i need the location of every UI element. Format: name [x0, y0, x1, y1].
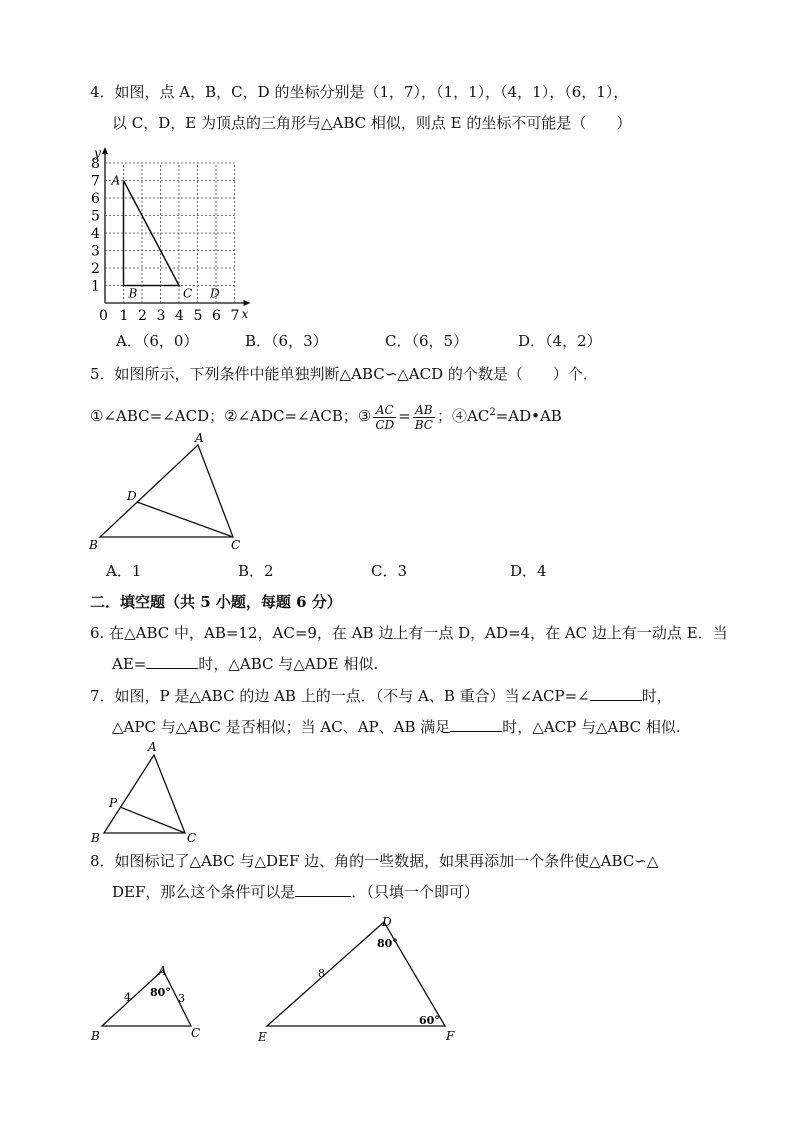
- y-tick-label: 7: [91, 173, 100, 190]
- q5-cond-b: ；④AC: [437, 407, 490, 425]
- q7-label-b: B: [91, 831, 100, 845]
- q5-frac2-den: BC: [414, 417, 433, 432]
- q8-big-label-f: F: [446, 1029, 455, 1043]
- q6-line2-tail: 时，△ABC 与△ADE 相似.: [198, 655, 379, 673]
- q7-label-a: A: [148, 740, 157, 754]
- q5-cond-b-post: =AD•AB: [495, 407, 562, 425]
- q8-small-angle-a: 80°: [150, 986, 171, 999]
- y-tick-label: 2: [91, 261, 100, 277]
- q8-big-angle-f: 60°: [419, 1014, 440, 1027]
- q7-line1-tail: 时，: [641, 687, 672, 705]
- x-tick-label: 1: [119, 308, 129, 324]
- q7-label-p: P: [109, 796, 118, 810]
- q5-label-b: B: [89, 538, 98, 552]
- q7-line2-tail: 时，△ACP 与△ABC 相似.: [502, 718, 681, 736]
- x-tick-label: 5: [193, 308, 203, 324]
- point-label-d: D: [210, 286, 220, 301]
- q5-label-a: A: [195, 431, 204, 445]
- q5-frac-equals: =: [398, 407, 411, 425]
- q8-big-triangle: [267, 922, 445, 1026]
- q8-line2-text: DEF，那么这个条件可以是: [112, 883, 296, 901]
- q5-option-d: D．4: [510, 562, 547, 580]
- q8-big-side-de: 8: [318, 967, 325, 980]
- q8-big-label-e: E: [258, 1030, 267, 1044]
- q5-label-d: D: [127, 489, 137, 503]
- q5-cond-b-sup: 2: [489, 407, 496, 418]
- q8-big-angle-d: 80°: [377, 937, 398, 950]
- q5-line1: 5．如图所示，下列条件中能单独判断△ABC∽△ACD 的个数是（ ）个．: [90, 365, 598, 383]
- q8-small-label-c: C: [191, 1026, 201, 1040]
- q4-line1: 4．如图，点 A，B，C，D 的坐标分别是（1，7），（1，1），（4，1），（6，1），: [90, 83, 629, 101]
- x-tick-label: 4: [175, 308, 184, 324]
- x-tick-label: 0: [99, 308, 108, 324]
- q5-frac2-num: AB: [413, 403, 435, 418]
- q8-small-side-ac: 3: [178, 992, 185, 1005]
- q8-small-label-a: A: [158, 964, 167, 978]
- q5-option-a: A．1: [106, 562, 142, 580]
- q8-small-label-b: B: [91, 1029, 100, 1043]
- x-tick-label: 3: [156, 308, 166, 324]
- q5-frac1-den: CD: [375, 417, 395, 432]
- point-label-a: A: [111, 173, 121, 188]
- q4-option-b: B．（6，3）: [245, 332, 328, 350]
- q5-cond-a: ①∠ABC=∠ACD；②∠ADC=∠ACB；③: [90, 407, 372, 425]
- x-tick-label: 7: [230, 308, 240, 324]
- y-tick-label: 6: [91, 191, 100, 207]
- y-tick-label: 1: [91, 278, 100, 295]
- q5-option-b: B．2: [238, 562, 274, 580]
- y-axis-label: y: [94, 146, 101, 160]
- q4-option-d: D．（4，2）: [518, 332, 602, 350]
- point-label-c: C: [183, 286, 193, 301]
- y-tick-label: 5: [91, 208, 100, 225]
- y-tick-label: 4: [91, 226, 100, 242]
- q8-line2-tail: ．（只填一个即可）: [351, 883, 479, 901]
- q5-frac1-num: AC: [373, 403, 396, 418]
- section-title: 二．填空题（共 5 小题，每题 6 分）: [90, 593, 342, 611]
- q7-line1-text: 7．如图，P 是△ABC 的边 AB 上的一点．（不与 A、B 重合）当∠ACP=∠: [90, 687, 590, 705]
- x-axis-label: x: [241, 307, 249, 321]
- q4-option-a: A．（6，0）: [116, 332, 199, 350]
- q5-option-c: C．3: [371, 562, 408, 580]
- y-tick-label: 3: [91, 243, 100, 260]
- q8-small-side-ab: 4: [124, 991, 131, 1004]
- y-tick-label: 8: [91, 156, 100, 172]
- x-tick-label: 2: [138, 308, 147, 324]
- q8-big-label-d: D: [382, 915, 392, 929]
- q6-ae-label: AE=: [112, 655, 147, 673]
- x-tick-label: 6: [212, 308, 221, 324]
- q4-line2: 以 C，D，E 为顶点的三角形与△ABC 相似，则点 E 的坐标不可能是（ ）: [112, 114, 632, 132]
- q5-label-c: C: [231, 538, 241, 552]
- q4-option-c: C．（6，5）: [385, 332, 469, 350]
- q7-label-c: C: [187, 831, 197, 845]
- q7-line2-text: △APC 与△ABC 是否相似；当 AC、AP、AB 满足: [112, 718, 451, 736]
- q8-line1: 8．如图标记了△ABC 与△DEF 边、角的一些数据，如果再添加一个条件使△ABC∽△: [90, 852, 659, 870]
- point-label-b: B: [128, 286, 138, 301]
- q6-line1: 6. 在△ABC 中，AB=12，AC=9，在 AB 边上有一点 D，AD=4，在 AC 边上有一动点 E．当: [90, 624, 728, 642]
